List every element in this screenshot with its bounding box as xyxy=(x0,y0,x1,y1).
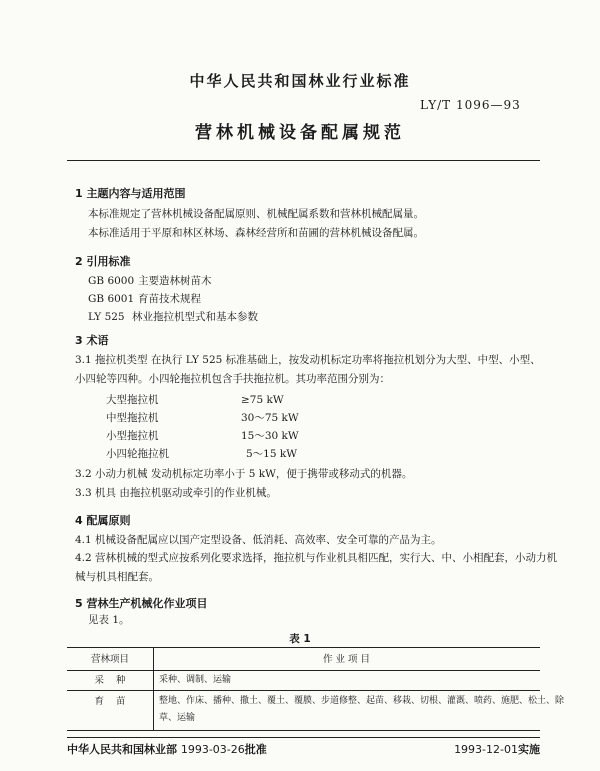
reference-item xyxy=(88,274,212,289)
tractor-type: 中型拖拉机 xyxy=(106,412,159,424)
footer-impl-line xyxy=(454,741,540,757)
tractor-type: 大型拖拉机 xyxy=(106,394,159,406)
power-range: 5～15 kW xyxy=(246,448,298,460)
table-row-operations: 采种、调制、运输 xyxy=(159,675,232,685)
approve-date: 1993-03-26 xyxy=(180,743,245,756)
standard-code: LY/T 1096—93 xyxy=(420,98,521,112)
reference-code: LY 525 xyxy=(88,311,125,323)
power-range: 30～75 kW xyxy=(241,412,299,424)
header-divider xyxy=(67,160,540,161)
section-1-paragraph-1: 本标准规定了营林机械设备配属原则、机械配属系数和营林机械配属量。 xyxy=(88,208,424,220)
column-header-item: 营林项目 xyxy=(90,654,129,665)
reference-name: 育苗技术规程 xyxy=(138,293,201,305)
reference-code: GB 6001 xyxy=(88,293,135,305)
footer-divider xyxy=(67,737,540,738)
term-3-3: 3.3 机具 由拖拉机驱动或牵引的作业机械。 xyxy=(75,487,277,499)
power-row xyxy=(106,411,299,426)
section-4-heading: 4 配属原则 xyxy=(75,514,131,527)
impl-date: 1993-12-01 xyxy=(454,743,518,756)
reference-code: GB 6000 xyxy=(88,275,135,287)
footer-issuer-line xyxy=(67,741,267,757)
section-5-heading: 5 营林生产机械化作业项目 xyxy=(75,597,208,610)
table-row-operations-line-2: 草、运输 xyxy=(159,713,196,723)
tractor-type: 小四轮拖拉机 xyxy=(106,448,169,460)
section-1-paragraph-2: 本标准适用于平原和林区林场、森林经营所和苗圃的营林机械设备配属。 xyxy=(88,227,424,239)
reference-name: 主要造林树苗木 xyxy=(138,275,212,287)
section-1-heading: 1 主题内容与适用范围 xyxy=(75,187,186,200)
standard-type: 中华人民共和国林业行业标准 xyxy=(189,72,411,90)
table-row-item: 采 种 xyxy=(94,675,126,686)
approve-label: 批准 xyxy=(244,743,267,756)
principle-4-2-line-2: 械与机具相配套。 xyxy=(75,571,159,583)
impl-label: 实施 xyxy=(518,743,540,756)
page-title: 营林机械设备配属规范 xyxy=(195,123,405,143)
reference-item xyxy=(88,292,201,307)
power-row xyxy=(106,447,297,462)
term-3-1-line-1: 3.1 拖拉机类型 在执行 LY 525 标准基础上，按发动机标定功率将拖拉机划分为大型、中型、小型、 xyxy=(75,354,541,366)
table-caption: 表 1 xyxy=(289,633,311,645)
power-range: ≥75 kW xyxy=(241,394,284,406)
principle-4-2-line-1: 4.2 营林机械的型式应按系列化要求选择，拖拉机与作业机具相匹配，实行大、中、小相配套，小动力机 xyxy=(75,552,558,564)
power-row xyxy=(106,393,284,408)
term-3-2: 3.2 小动力机械 发动机标定功率小于 5 kW，便于携带或移动式的机器。 xyxy=(75,468,413,480)
column-header-operations: 作 业 项 目 xyxy=(322,654,371,665)
term-3-1-line-2: 小四轮等四种。小四轮拖拉机包含手扶拖拉机。其功率范围分别为： xyxy=(75,373,390,385)
reference-item xyxy=(88,310,258,325)
tractor-type: 小型拖拉机 xyxy=(106,430,159,442)
power-range: 15～30 kW xyxy=(241,430,299,442)
power-row xyxy=(106,429,299,444)
header-row-divider xyxy=(67,670,540,671)
section-3-heading: 3 术语 xyxy=(75,334,109,347)
row-divider xyxy=(67,690,540,691)
principle-4-1: 4.1 机械设备配属应以国产定型设备、低消耗、高效率、安全可靠的产品为主。 xyxy=(75,534,442,546)
section-2-heading: 2 引用标准 xyxy=(75,255,131,268)
section-5-paragraph: 见表 1。 xyxy=(88,614,130,626)
issuer: 中华人民共和国林业部 xyxy=(67,743,177,756)
reference-name: 林业拖拉机型式和基本参数 xyxy=(132,311,258,323)
table-row-item: 育 苗 xyxy=(94,696,126,707)
table-row-operations-line-1: 整地、作床、播种、撒土、覆土、覆膜、步道修整、起苗、移栽、切根、灌溉、喷药、施肥、松土、除 xyxy=(159,696,565,706)
table-1 xyxy=(67,647,565,731)
